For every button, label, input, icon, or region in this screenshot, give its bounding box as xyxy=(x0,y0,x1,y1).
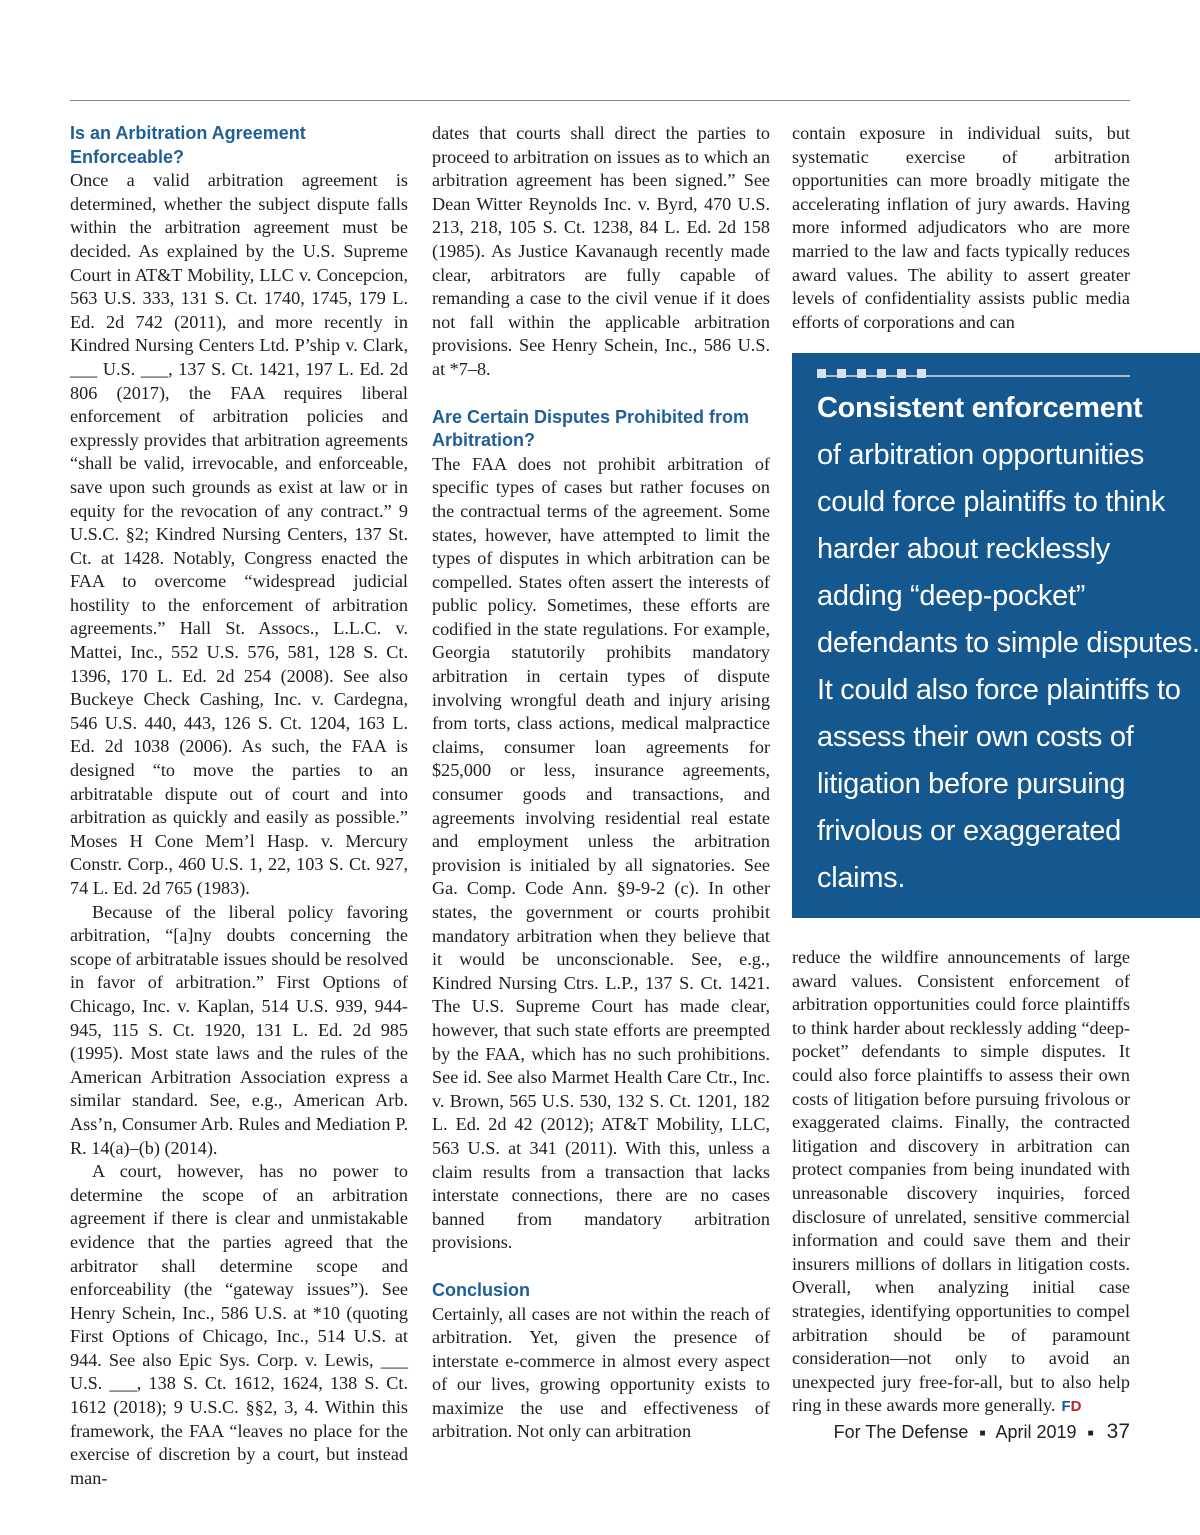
pull-quote-lead: Consistent enforcement xyxy=(817,392,1143,424)
page-number: 37 xyxy=(1106,1420,1130,1443)
paragraph: Certainly, all cases are not within the reach of arbitration. Yet, given the presence of interstate e-commerce in almost every aspect of our lives, growing opportunity exists to maximize the use and effectiveness of arbitration. Not only can arbitration xyxy=(432,1303,770,1442)
footer-separator-icon: ■ xyxy=(979,1427,986,1439)
paragraph xyxy=(792,946,1130,1419)
section-heading-enforceable: Is an Arbitration Agreement Enforceable? xyxy=(70,123,306,167)
paragraph: Once a valid arbitration agreement is determined, whether the subject dispute falls within the arbitration agreement must be decided. As explained by the U.S. Supreme Court in AT&T Mobility, LLC v. Concepcion, 563 U.S. 333, 131 S. Ct. 1740, 1745, 179 L. Ed. 2d 742 (2011), and more recently in Kindred Nursing Centers Ltd. P’ship v. Clark, ___ U.S. ___, 137 S. Ct. 1421, 197 L. Ed. 2d 806 (2017), the FAA requires liberal enforcement of arbitration policies and expressly provides that arbitration agreements “shall be valid, irrevocable, and enforceable, save upon such grounds as exist at law or in equity for the revocation of any contract.” 9 U.S.C. §2; Kindred Nursing Centers, 137 St. Ct. at 1428. Notably, Congress enacted the FAA to overcome “widespread judicial hostility to the enforcement of arbitration agreements.” Hall St. Assocs., L.L.C. v. Mattei, Inc., 552 U.S. 576, 581, 128 S. Ct. 1396, 170 L. Ed. 2d 254 (2008). See also Buckeye Check Cashing, Inc. v. Cardegna, 546 U.S. 440, 443, 126 S. Ct. 1204, 163 L. Ed. 2d 1038 (2006). As such, the FAA is designed “to move the parties to an arbitratable dispute out of court and into arbitration as quickly and easily as possible.” Moses H Cone Mem’l Hasp. v. Mercury Constr. Corp., 460 U.S. 1, 22, 103 S. Ct. 927, 74 L. Ed. 2d 765 (1983). xyxy=(70,170,408,898)
column-3-bottom xyxy=(792,946,1130,1419)
section-heading-conclusion: Conclusion xyxy=(432,1279,530,1300)
column-1 xyxy=(70,122,408,1490)
section-heading-prohibited: Are Certain Disputes Prohibited from Arbitration? xyxy=(432,406,750,451)
paragraph: dates that courts shall direct the parties to proceed to arbitration on issues as to which an arbitration agreement has been signed.” See Dean Witter Reynolds Inc. v. Byrd, 470 U.S. 213, 218, 105 S. Ct. 1238, 84 L. Ed. 2d 158 (1985). As Justice Kavanaugh recently made clear, arbitrators are fully capable of remanding a case to the civil venue if it does not fall within the applicable arbitration provisions. See Henry Schein, Inc., 586 U.S. at *7–8. xyxy=(432,123,770,379)
paragraph: contain exposure in individual suits, but systematic exercise of arbitration opportunities can more broadly mitigate the accelerating inflation of jury awards. Having more informed adjudicators who are more married to the law and facts typically reduces award values. The ability to assert greater levels of confidentiality assists public media efforts of corporations and can xyxy=(792,123,1130,332)
top-rule xyxy=(70,100,1130,101)
issue-date: April 2019 xyxy=(995,1422,1077,1442)
paragraph: A court, however, has no power to determine the scope of an arbitration agreement if there is clear and unmistakable evidence that the parties agreed that the arbitrator shall determine scope and enforceability (the “gateway issues”). See Henry Schein, Inc., 586 U.S. at *10 (quoting First Options of Chicago, Inc., 514 U.S. at 944. See also Epic Sys. Corp. v. Lewis, ___ U.S. ___, 138 S. Ct. 1612, 1624, 138 S. Ct. 1612 (2018); 9 U.S.C. §§2, 3, 4. Within this framework, the FAA “leaves no place for the exercise of discretion by a court, but instead man- xyxy=(70,1161,408,1488)
paragraph: The FAA does not prohibit arbitration of specific types of cases but rather focuses on the contractual terms of the agreement. Some states, however, have attempted to limit the types of disputes in which arbitration can be compelled. States often assert the interests of public policy. Sometimes, these efforts are codified in the state regulations. For example, Georgia statutorily prohibits mandatory arbitration in certain types of dispute involving wrongful death and injury arising from torts, class actions, medical malpractice claims, consumer loan agreements for $25,000 or less, insurance agreements, consumer goods and transactions, and agreements involving residential real estate and employment unless the arbitration provision is initialed by all signatories. See Ga. Comp. Code Ann. §9-9-2 (c). In other states, the government or courts prohibit mandatory arbitration when they believe that it would be unconscionable. See, e.g., Kindred Nursing Ctrs. L.P., 137 S. Ct. 1421. The U.S. Supreme Court has made clear, however, that such state efforts are preempted by the FAA, which has no such prohibitions. See id. See also Marmet Health Care Ctr., Inc. v. Brown, 565 U.S. 530, 132 S. Ct. 1201, 182 L. Ed. 2d 42 (2012); AT&T Mobility, LLC, 563 U.S. at 341 (2011). With this, unless a claim results from a transaction that lacks interstate connections, there are no cases banned from mandatory arbitration provisions. xyxy=(432,453,770,1253)
paragraph-text: reduce the wildfire announcements of large award values. Consistent enforcement of arbitration opportunities could force plaintiffs to think harder about recklessly adding “deep-pocket” defendants to simple disputes. It could also force plaintiffs to assess their own costs of litigation before pursuing frivolous or exaggerated claims. Finally, the contracted litigation and discovery in arbitration can protect companies from being inundated with unreasonable discovery inquiries, forced disclosure of unrelated, sensitive commercial information and could save them and their insurers millions of dollars in litigation costs. Overall, when analyzing initial case strategies, identifying opportunities to compel arbitration should be of paramount consideration—not only to avoid an unexpected jury free-for-all, but to also help ring in these awards more generally. xyxy=(792,947,1130,1416)
page-footer xyxy=(834,1420,1130,1444)
pull-quote xyxy=(792,353,1200,918)
footer-separator-icon: ■ xyxy=(1087,1427,1094,1439)
paragraph: Because of the liberal policy favoring arbitration, “[a]ny doubts concerning the scope of arbitratable issues should be resolved in favor of arbitration.” First Options of Chicago, Inc. v. Kaplan, 514 U.S. 939, 944-945, 115 S. Ct. 1920, 131 L. Ed. 2d 985 (1995). Most state laws and the rules of the American Arbitration Association express a similar standard. See, e.g., American Arb. Ass’n, Consumer Arb. Rules and Mediation P. R. 14(a)–(b) (2014). xyxy=(70,901,408,1158)
column-3-top xyxy=(792,122,1130,334)
fd-end-mark-icon: FD xyxy=(1061,1398,1082,1416)
pull-quote-text: of arbitration opportunities could force plaintiffs to think harder about recklessly adding “deep-pocket” defendants to simple disputes. It could also force plaintiffs to assess their own costs of litigation before pursuing frivolous or exaggerated claims. xyxy=(817,439,1200,894)
publication-name: For The Defense xyxy=(833,1422,969,1442)
column-2 xyxy=(432,122,770,1444)
pull-quote-decoration xyxy=(817,369,1130,379)
